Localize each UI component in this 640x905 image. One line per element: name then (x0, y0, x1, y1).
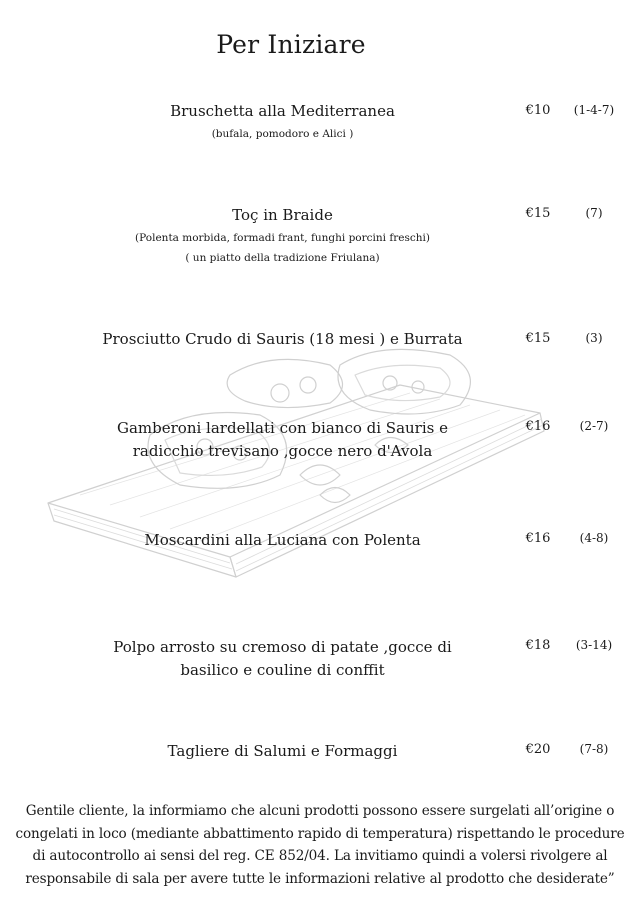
dish-price: €16 (525, 531, 551, 546)
dish-price: €15 (525, 206, 551, 221)
dish-allergens: (4-8) (579, 531, 609, 545)
dish-allergens: (3-14) (575, 638, 613, 652)
notice-line: responsabile di sala per avere tutte le informazioni relative al prodotto che desiderate” (25, 870, 615, 887)
dish-name: Moscardini alla Luciana con Polenta (144, 531, 421, 549)
dish-description: ( un piatto della tradizione Friulana) (185, 252, 380, 264)
cutting-board-illustration (40, 335, 560, 625)
dish-allergens: (7-8) (579, 742, 609, 756)
notice-line: congelati in loco (mediante abbattimento rapido di temperatura) rispettando le procedure (15, 825, 625, 842)
dish-price: €15 (525, 331, 551, 346)
dish-name: Tagliere di Salumi e Formaggi (167, 742, 398, 760)
dish-allergens: (7) (585, 206, 603, 220)
dish-allergens: (2-7) (579, 419, 609, 433)
dish-price: €18 (525, 638, 551, 653)
dish-name: Gamberoni lardellati con bianco di Sauris e (117, 419, 448, 437)
dish-name: Prosciutto Crudo di Sauris (18 mesi ) e Burrata (102, 330, 463, 348)
notice-line: Gentile cliente, la informiamo che alcuni prodotti possono essere surgelati all’origine o (25, 803, 615, 819)
dish-name: Toç in Braide (232, 206, 333, 224)
dish-price: €10 (525, 103, 551, 118)
dish-name: basilico e couline di conffit (180, 661, 385, 679)
dish-name: radicchio trevisano ,gocce nero d'Avola (132, 442, 433, 460)
dish-name: Polpo arrosto su cremoso di patate ,gocce di (113, 638, 452, 656)
dish-name: Bruschetta alla Mediterranea (170, 102, 395, 120)
dish-description: (bufala, pomodoro e Alici ) (211, 128, 354, 140)
freezing-notice (8, 800, 632, 890)
notice-line: di autocontrollo ai sensi del reg. CE 852/04. La invitiamo quindi a volersi rivolgere al (32, 848, 608, 864)
dish-allergens: (1-4-7) (573, 103, 615, 117)
dish-allergens: (3) (585, 331, 603, 345)
page-title: Per Iniziare (216, 30, 366, 59)
dish-price: €20 (525, 742, 551, 757)
dish-price: €16 (525, 419, 551, 434)
dish-description: (Polenta morbida, formadi frant, funghi porcini freschi) (135, 232, 430, 244)
